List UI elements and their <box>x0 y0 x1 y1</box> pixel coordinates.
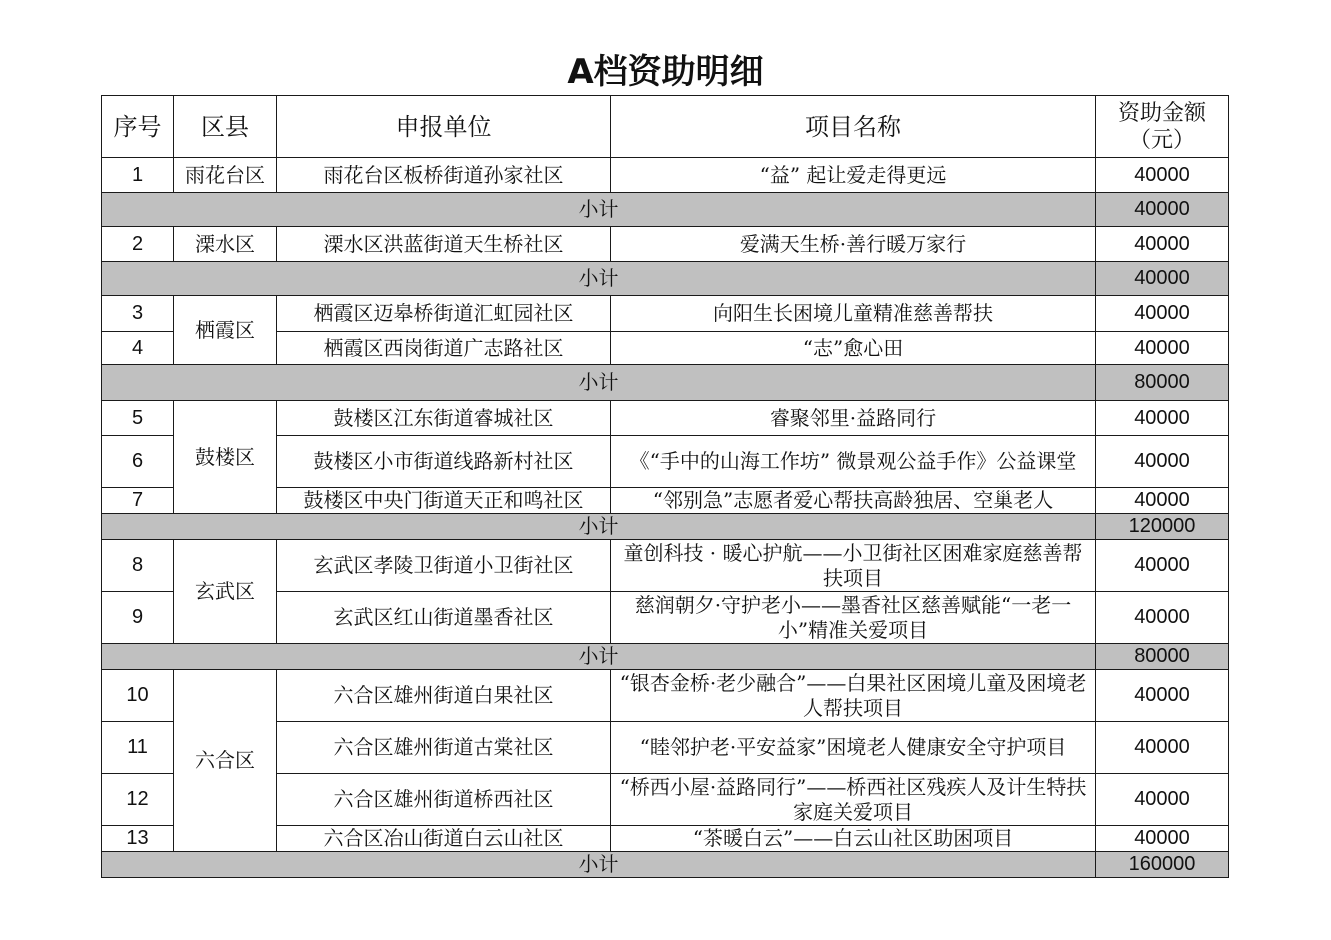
subtotal-amount: 80000 <box>1096 365 1229 401</box>
subtotal-label: 小计 <box>102 644 1096 670</box>
amount-cell: 40000 <box>1096 436 1229 488</box>
header-amount <box>1096 96 1229 158</box>
project-cell: 睿聚邻里·益路同行 <box>611 401 1096 436</box>
amount-cell: 40000 <box>1096 332 1229 365</box>
project-cell: 向阳生长困境儿童精准慈善帮扶 <box>611 296 1096 332</box>
subtotal-row <box>102 514 1229 540</box>
amount-cell: 40000 <box>1096 592 1229 644</box>
district-cell: 六合区 <box>174 670 277 852</box>
project-cell: 《“手中的山海工作坊” 微景观公益手作》公益课堂 <box>611 436 1096 488</box>
unit-cell: 栖霞区迈皋桥街道汇虹园社区 <box>277 296 611 332</box>
header-unit: 申报单位 <box>277 96 611 158</box>
subtotal-amount: 160000 <box>1096 852 1229 878</box>
subtotal-amount: 40000 <box>1096 193 1229 227</box>
row-no: 6 <box>102 436 174 488</box>
amount-cell: 40000 <box>1096 158 1229 193</box>
unit-cell: 六合区雄州街道桥西社区 <box>277 774 611 826</box>
unit-cell: 鼓楼区中央门街道天正和鸣社区 <box>277 488 611 514</box>
subtotal-row <box>102 644 1229 670</box>
subtotal-row <box>102 365 1229 401</box>
subtotal-label: 小计 <box>102 514 1096 540</box>
unit-cell: 六合区雄州街道白果社区 <box>277 670 611 722</box>
unit-cell: 六合区冶山街道白云山社区 <box>277 826 611 852</box>
district-cell: 鼓楼区 <box>174 401 277 514</box>
table-row <box>102 158 1229 193</box>
project-cell: 慈润朝夕·守护老小——墨香社区慈善赋能“一老一小”精准关爱项目 <box>611 592 1096 644</box>
subtotal-row <box>102 852 1229 878</box>
subtotal-label: 小计 <box>102 852 1096 878</box>
table-row <box>102 401 1229 436</box>
table-row <box>102 296 1229 332</box>
district-cell: 栖霞区 <box>174 296 277 365</box>
amount-cell: 40000 <box>1096 401 1229 436</box>
amount-cell: 40000 <box>1096 722 1229 774</box>
project-cell: “睦邻护老·平安益家”困境老人健康安全守护项目 <box>611 722 1096 774</box>
project-cell: “益” 起让爱走得更远 <box>611 158 1096 193</box>
row-no: 10 <box>102 670 174 722</box>
amount-cell: 40000 <box>1096 826 1229 852</box>
row-no: 7 <box>102 488 174 514</box>
district-cell: 溧水区 <box>174 227 277 262</box>
table-row <box>102 227 1229 262</box>
row-no: 5 <box>102 401 174 436</box>
amount-cell: 40000 <box>1096 774 1229 826</box>
header-row <box>102 96 1229 158</box>
district-cell: 玄武区 <box>174 540 277 644</box>
row-no: 3 <box>102 296 174 332</box>
row-no: 12 <box>102 774 174 826</box>
subtotal-amount: 40000 <box>1096 262 1229 296</box>
project-cell: “志”愈心田 <box>611 332 1096 365</box>
subtotal-amount: 80000 <box>1096 644 1229 670</box>
row-no: 11 <box>102 722 174 774</box>
page-title: A档资助明细 <box>567 52 764 92</box>
row-no: 9 <box>102 592 174 644</box>
table-row <box>102 670 1229 722</box>
unit-cell: 玄武区红山街道墨香社区 <box>277 592 611 644</box>
project-cell: “银杏金桥·老少融合”——白果社区困境儿童及困境老人帮扶项目 <box>611 670 1096 722</box>
subtotal-row <box>102 262 1229 296</box>
row-no: 8 <box>102 540 174 592</box>
unit-cell: 溧水区洪蓝街道天生桥社区 <box>277 227 611 262</box>
header-amount-line2: （元） <box>1128 127 1195 153</box>
header-district: 区县 <box>174 96 277 158</box>
funding-table <box>101 95 1229 878</box>
project-cell: 童创科技 · 暖心护航——小卫街社区困难家庭慈善帮扶项目 <box>611 540 1096 592</box>
unit-cell: 玄武区孝陵卫街道小卫街社区 <box>277 540 611 592</box>
unit-cell: 鼓楼区小市街道线路新村社区 <box>277 436 611 488</box>
subtotal-label: 小计 <box>102 262 1096 296</box>
district-cell: 雨花台区 <box>174 158 277 193</box>
subtotal-amount: 120000 <box>1096 514 1229 540</box>
subtotal-row <box>102 193 1229 227</box>
project-cell: “茶暖白云”——白云山社区助困项目 <box>611 826 1096 852</box>
project-cell: “邻别急”志愿者爱心帮扶高龄独居、空巢老人 <box>611 488 1096 514</box>
row-no: 2 <box>102 227 174 262</box>
header-no: 序号 <box>102 96 174 158</box>
unit-cell: 鼓楼区江东街道睿城社区 <box>277 401 611 436</box>
row-no: 4 <box>102 332 174 365</box>
header-project: 项目名称 <box>611 96 1096 158</box>
amount-cell: 40000 <box>1096 670 1229 722</box>
unit-cell: 栖霞区西岗街道广志路社区 <box>277 332 611 365</box>
header-amount-line1: 资助金额 <box>1117 100 1206 126</box>
unit-cell: 六合区雄州街道古棠社区 <box>277 722 611 774</box>
unit-cell: 雨花台区板桥街道孙家社区 <box>277 158 611 193</box>
amount-cell: 40000 <box>1096 227 1229 262</box>
amount-cell: 40000 <box>1096 540 1229 592</box>
subtotal-label: 小计 <box>102 365 1096 401</box>
subtotal-label: 小计 <box>102 193 1096 227</box>
project-cell: 爱满天生桥·善行暖万家行 <box>611 227 1096 262</box>
row-no: 1 <box>102 158 174 193</box>
project-cell: “桥西小屋·益路同行”——桥西社区残疾人及计生特扶家庭关爱项目 <box>611 774 1096 826</box>
row-no: 13 <box>102 826 174 852</box>
table-row <box>102 540 1229 592</box>
amount-cell: 40000 <box>1096 488 1229 514</box>
amount-cell: 40000 <box>1096 296 1229 332</box>
